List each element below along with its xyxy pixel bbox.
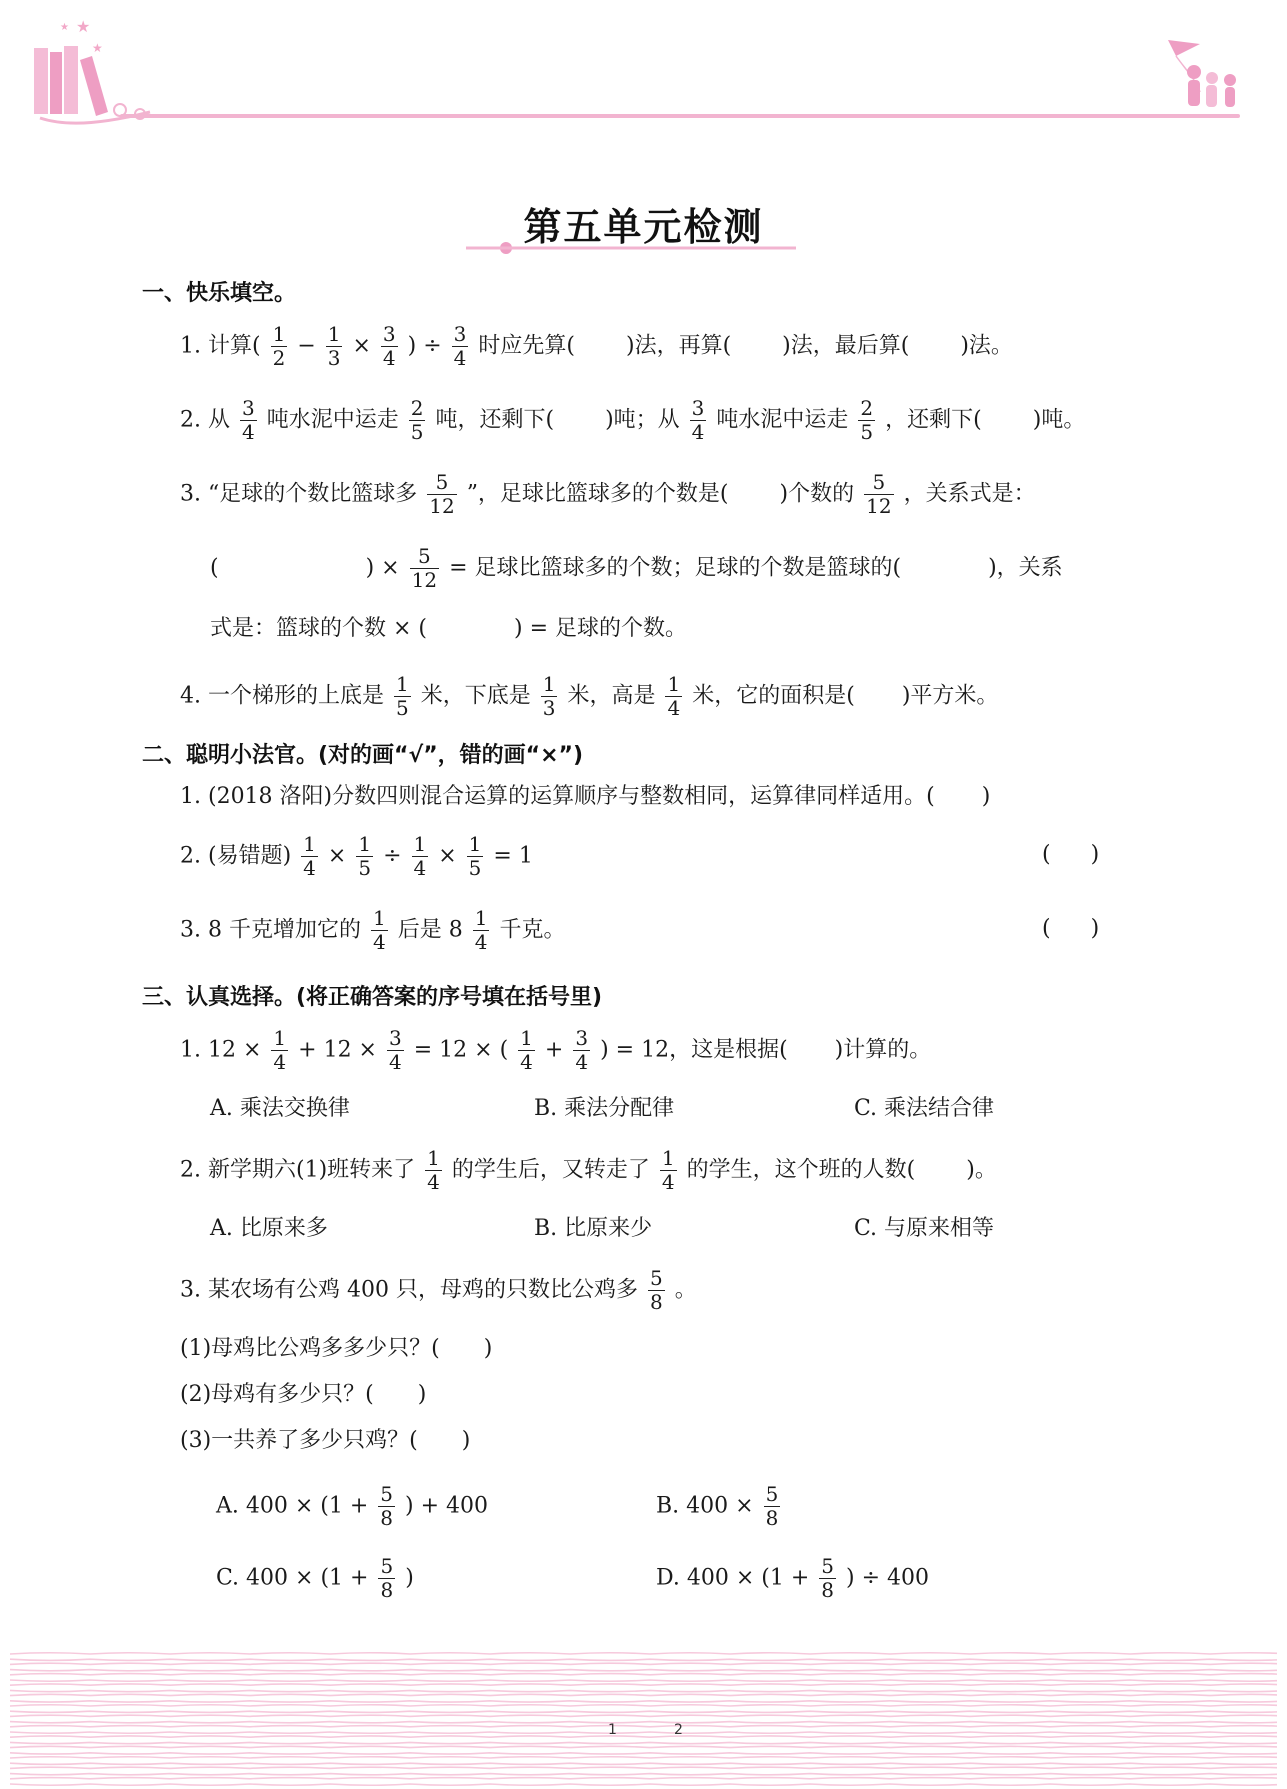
- option-3-2-c: C. 与原来相等: [854, 1216, 995, 1241]
- option-3-1-c: C. 乘法结合律: [854, 1096, 995, 1121]
- question-1-3: 3. “足球的个数比篮球多 $\frac{5}{12}$ ”，足球比篮球多的个数是( )个数的 $\frac{5}{12}$ ，关系式是：: [180, 470, 1036, 518]
- footer-wave-line: [10, 1774, 1277, 1775]
- question-2-3: 3. 8 千克增加它的 $\frac{1}{4}$ 后是 8 $\frac{1}{4}$ 千克。: [180, 906, 566, 954]
- question-1-3-line3: 式是：篮球的个数 × ( ) = 足球的个数。: [210, 616, 688, 641]
- footer-wave-line: [10, 1715, 1277, 1716]
- footer-wave-line: [10, 1653, 1277, 1654]
- option-3-3-b: B. 400 × $\frac{5}{8}$: [656, 1482, 779, 1530]
- section-heading-1: 一、快乐填空。: [142, 281, 297, 306]
- footer-wave-line: [10, 1732, 1277, 1733]
- question-3-3-sub1: (1)母鸡比公鸡多多少只？( ): [180, 1336, 493, 1361]
- section-heading-2: 二、聪明小法官。(对的画“√”，错的画“×”): [142, 743, 584, 768]
- question-1-2: 2. 从 $\frac{3}{4}$ 吨水泥中运走 $\frac{2}{5}$ 吨，还剩下( )吨；从 $\frac{3}{4}$ 吨水泥中运走 $\frac{2}{5}$ ，还剩下( )吨。: [180, 396, 1086, 444]
- option-3-2-b: B. 比原来少: [534, 1216, 653, 1241]
- footer-wave-line: [10, 1767, 1277, 1768]
- title-underline: [466, 242, 796, 254]
- question-3-1: 1. 12 × $\frac{1}{4}$ + 12 × $\frac{3}{4}$ = 12 × ( $\frac{1}{4}$ + $\frac{3}{4}$ ) = 12，这是根据( )计算的。: [180, 1026, 932, 1074]
- header-rule: [120, 114, 1240, 118]
- answer-paren-2-2: ( ): [1042, 842, 1100, 867]
- footer-wave-line: [10, 1784, 1277, 1785]
- question-1-1: 1. 计算( $\frac{1}{2}$ − $\frac{1}{3}$ × $\frac{3}{4}$ ) ÷ $\frac{3}{4}$ 时应先算( )法，再算( )法，最后算( )法。: [180, 322, 1013, 370]
- option-3-3-d: D. 400 × (1 + $\frac{5}{8}$ ) ÷ 400: [656, 1554, 929, 1602]
- footer-wave-line: [10, 1674, 1277, 1675]
- footer-wave-line: [10, 1663, 1277, 1664]
- footer-wave-line: [10, 1659, 1277, 1660]
- svg-text:★: ★: [92, 41, 103, 55]
- footer-wave-line: [10, 1670, 1277, 1671]
- option-3-3-a: A. 400 × (1 + $\frac{5}{8}$ ) + 400: [216, 1482, 489, 1530]
- question-3-3-sub3: (3)一共养了多少只鸡？( ): [180, 1428, 471, 1453]
- option-3-1-a: A. 乘法交换律: [210, 1096, 350, 1121]
- footer-wave-line: [10, 1701, 1277, 1702]
- option-3-1-b: B. 乘法分配律: [534, 1096, 675, 1121]
- footer-wave-line: [10, 1711, 1277, 1712]
- footer-wave-line: [10, 1680, 1277, 1681]
- footer-wave-line: [10, 1705, 1277, 1706]
- question-1-3-line2: ( ) × $\frac{5}{12}$ = 足球比篮球多的个数；足球的个数是篮球的( )，关系: [210, 544, 1063, 592]
- question-2-1: 1. (2018 洛阳)分数四则混合运算的运算顺序与整数相同，运算律同样适用。( ): [180, 784, 991, 809]
- footer-wave-line: [10, 1763, 1277, 1764]
- footer-wave-line: [10, 1757, 1277, 1758]
- footer-wave-line: [10, 1690, 1277, 1691]
- question-3-3-sub2: (2)母鸡有多少只？( ): [180, 1382, 427, 1407]
- question-3-3: 3. 某农场有公鸡 400 只，母鸡的只数比公鸡多 $\frac{5}{8}$ 。: [180, 1266, 697, 1314]
- footer-wave-line: [10, 1746, 1277, 1747]
- books-icon: [34, 17, 150, 123]
- svg-text:★: ★: [60, 22, 69, 33]
- section-heading-3: 三、认真选择。(将正确答案的序号填在括号里): [142, 985, 603, 1010]
- kids-kite-icon: [1168, 40, 1236, 107]
- answer-paren-2-3: ( ): [1042, 916, 1100, 941]
- footer-wave-line: [10, 1726, 1277, 1727]
- question-1-4: 4. 一个梯形的上底是 $\frac{1}{5}$ 米，下底是 $\frac{1}{3}$ 米，高是 $\frac{1}{4}$ 米，它的面积是( )平方米。: [180, 672, 999, 720]
- footer-wave-line: [10, 1753, 1277, 1754]
- footer-wave-line: [10, 1722, 1277, 1723]
- question-3-2: 2. 新学期六(1)班转来了 $\frac{1}{4}$ 的学生后，又转走了 $\frac{1}{4}$ 的学生，这个班的人数( )。: [180, 1146, 997, 1194]
- header-decoration: [0, 0, 1287, 140]
- footer-wave-line: [10, 1684, 1277, 1685]
- option-3-2-a: A. 比原来多: [210, 1216, 328, 1241]
- footer-wave-line: [10, 1736, 1277, 1737]
- page-number-right: 2: [674, 1722, 683, 1738]
- option-3-3-c: C. 400 × (1 + $\frac{5}{8}$ ): [216, 1554, 414, 1602]
- question-2-2: 2. (易错题) $\frac{1}{4}$ × $\frac{1}{5}$ ÷ $\frac{1}{4}$ × $\frac{1}{5}$ = 1: [180, 832, 533, 880]
- footer-wave-line: [10, 1778, 1277, 1779]
- page-title: 第五单元检测: [523, 204, 764, 249]
- footer-wave-line: [10, 1694, 1277, 1695]
- svg-text:★: ★: [76, 17, 91, 36]
- page-number-left: 1: [608, 1722, 617, 1738]
- footer-wave-line: [10, 1742, 1277, 1743]
- footer-wave-pattern: [10, 1650, 1277, 1789]
